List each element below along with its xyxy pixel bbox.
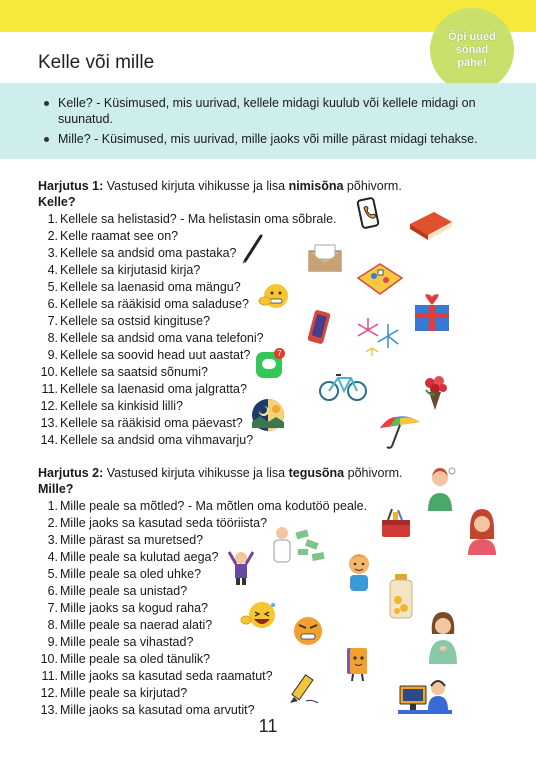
learn-words-badge	[430, 8, 514, 92]
item-number: 3.	[47, 246, 58, 260]
book-icon	[406, 208, 454, 242]
exercise1-label: Harjutus 1:	[38, 179, 104, 193]
exercise2-item	[38, 651, 367, 668]
item-text: Kellele sa andsid oma pastaka?	[60, 246, 237, 260]
item-number: 4.	[47, 263, 58, 277]
item-number: 9.	[47, 348, 58, 362]
computer-user-icon	[396, 676, 454, 722]
item-number: 6.	[47, 297, 58, 311]
exercise2-heading	[38, 465, 403, 481]
laughing-emoji-icon	[240, 598, 280, 634]
exercise1-item	[38, 381, 337, 398]
exercise2-item	[38, 583, 367, 600]
fireworks-icon	[352, 314, 404, 358]
exercise1-item	[38, 347, 337, 364]
gift-icon	[411, 291, 453, 333]
money-spending-icon	[270, 523, 328, 567]
exercise2-item	[38, 498, 367, 515]
item-text: Mille jaoks sa kogud raha?	[60, 601, 208, 615]
exercise1-item	[38, 228, 337, 245]
secret-emoji-icon	[258, 281, 292, 313]
item-number: 12.	[40, 399, 58, 413]
item-number: 11.	[41, 669, 58, 683]
item-text: Kellele sa rääkisid oma päevast?	[60, 416, 243, 430]
exercise1-item	[38, 245, 337, 262]
item-text: Kellele sa helistasid? - Ma helistasin oma sõbrale.	[60, 212, 337, 226]
toolbox-icon	[378, 506, 414, 540]
item-text: Kellele sa laenasid oma jalgratta?	[60, 382, 247, 396]
info-box	[0, 83, 536, 159]
item-number: 13.	[40, 703, 58, 717]
bicycle-icon	[318, 370, 368, 402]
exercise1-list	[38, 211, 337, 449]
item-text: Kelle raamat see on?	[60, 229, 179, 243]
item-text: Mille pärast sa muretsed?	[60, 533, 204, 547]
item-number: 12.	[40, 686, 58, 700]
item-number: 1.	[47, 212, 58, 226]
item-number: 2.	[47, 229, 58, 243]
info-list	[44, 95, 514, 151]
item-text: Mille peale sa mõtled? - Ma mõtlen oma kodutöö peale.	[60, 499, 368, 513]
exercise2-text-a: Vastused kirjuta vihikusse ja lisa	[103, 466, 289, 480]
item-text: Mille jaoks sa kasutad seda raamatut?	[60, 669, 273, 683]
item-text: Kellele sa kinkisid lilli?	[60, 399, 183, 413]
exercise1-text-a: Vastused kirjuta vihikusse ja lisa	[103, 179, 289, 193]
exercise2-subheading: Mille?	[38, 482, 74, 496]
thinking-person-icon	[424, 465, 458, 511]
item-text: Mille jaoks sa kasutad seda tööriista?	[60, 516, 268, 530]
message-app-icon	[254, 348, 284, 378]
item-number: 8.	[47, 331, 58, 345]
notification-badge: 7	[274, 348, 285, 359]
exercise1-item	[38, 313, 337, 330]
item-number: 8.	[47, 618, 58, 632]
exercise1-heading	[38, 178, 402, 194]
smartphone-icon	[306, 309, 332, 347]
letter-envelope-icon	[306, 243, 344, 273]
time-person-icon	[226, 548, 256, 586]
item-number: 10.	[40, 365, 58, 379]
item-number: 5.	[47, 567, 58, 581]
pencil-character-icon	[286, 673, 322, 707]
item-text: Kellele sa andsid oma vana telefoni?	[60, 331, 264, 345]
pen-icon	[241, 234, 265, 264]
item-number: 10.	[40, 652, 58, 666]
phone-call-icon	[352, 196, 384, 230]
item-text: Mille peale sa unistad?	[60, 584, 188, 598]
item-text: Mille jaoks sa kasutad oma arvutit?	[60, 703, 255, 717]
item-text: Mille peale sa kirjutad?	[60, 686, 188, 700]
exercise2-text-b: põhivorm.	[344, 466, 403, 480]
grateful-woman-icon	[426, 610, 460, 664]
item-number: 2.	[47, 516, 58, 530]
exercise1-item	[38, 330, 337, 347]
exercise1-item	[38, 398, 337, 415]
exercise2-item	[38, 566, 367, 583]
page-title: Kelle või mille	[38, 52, 155, 73]
item-text: Kellele sa ostsid kingituse?	[60, 314, 211, 328]
item-number: 11.	[41, 382, 58, 396]
item-text: Kellele sa andsid oma vihmavarju?	[60, 433, 254, 447]
day-night-icon	[250, 398, 286, 432]
exercise1-item	[38, 432, 337, 449]
exercise2-label: Harjutus 2:	[38, 466, 104, 480]
savings-jar-icon	[386, 573, 414, 619]
exercise1-item	[38, 262, 337, 279]
exercise1-text-b: põhivorm.	[343, 179, 402, 193]
book-character-icon	[342, 645, 372, 683]
item-number: 6.	[47, 584, 58, 598]
proud-child-icon	[344, 552, 374, 592]
item-number: 5.	[47, 280, 58, 294]
item-number: 4.	[47, 550, 58, 564]
item-number: 7.	[47, 314, 58, 328]
umbrella-icon	[376, 408, 424, 450]
board-game-icon	[356, 262, 404, 298]
exercise1-subheading: Kelle?	[38, 195, 76, 209]
angry-emoji-icon	[290, 614, 326, 648]
item-text: Kellele sa rääkisid oma saladuse?	[60, 297, 249, 311]
item-text: Kellele sa saatsid sõnumi?	[60, 365, 208, 379]
info-item-kelle: Kelle? - Küsimused, mis uurivad, kellele midagi kuulub või kellele midagi on suunatud.	[44, 95, 514, 127]
item-number: 9.	[47, 635, 58, 649]
item-number: 7.	[47, 601, 58, 615]
exercise1-item	[38, 364, 337, 381]
info-item-mille: Mille? - Küsimused, mis uurivad, mille jaoks või mille pärast midagi tehakse.	[44, 131, 514, 147]
item-text: Kellele sa laenasid oma mängu?	[60, 280, 241, 294]
item-number: 3.	[47, 533, 58, 547]
item-text: Kellele sa soovid head uut aastat?	[60, 348, 251, 362]
item-text: Mille peale sa oled uhke?	[60, 567, 202, 581]
item-number: 1.	[47, 499, 58, 513]
exercise1-item	[38, 211, 337, 228]
exercise1-item	[38, 415, 337, 432]
flowers-icon	[420, 374, 450, 412]
item-text: Kellele sa kirjutasid kirja?	[60, 263, 201, 277]
item-text: Mille peale sa kulutad aega?	[60, 550, 219, 564]
exercise1-keyword: nimisõna	[288, 179, 344, 193]
item-text: Mille peale sa oled tänulik?	[60, 652, 211, 666]
item-number: 13.	[40, 416, 58, 430]
item-number: 14.	[40, 433, 58, 447]
exercise2-keyword: tegusõna	[288, 466, 345, 480]
page-number: 11	[258, 716, 278, 736]
item-text: Mille peale sa naerad alati?	[60, 618, 213, 632]
badge-text: Õpi uued sõnad pähe!	[448, 30, 496, 69]
item-text: Mille peale sa vihastad?	[60, 635, 194, 649]
worried-woman-icon	[464, 507, 500, 555]
